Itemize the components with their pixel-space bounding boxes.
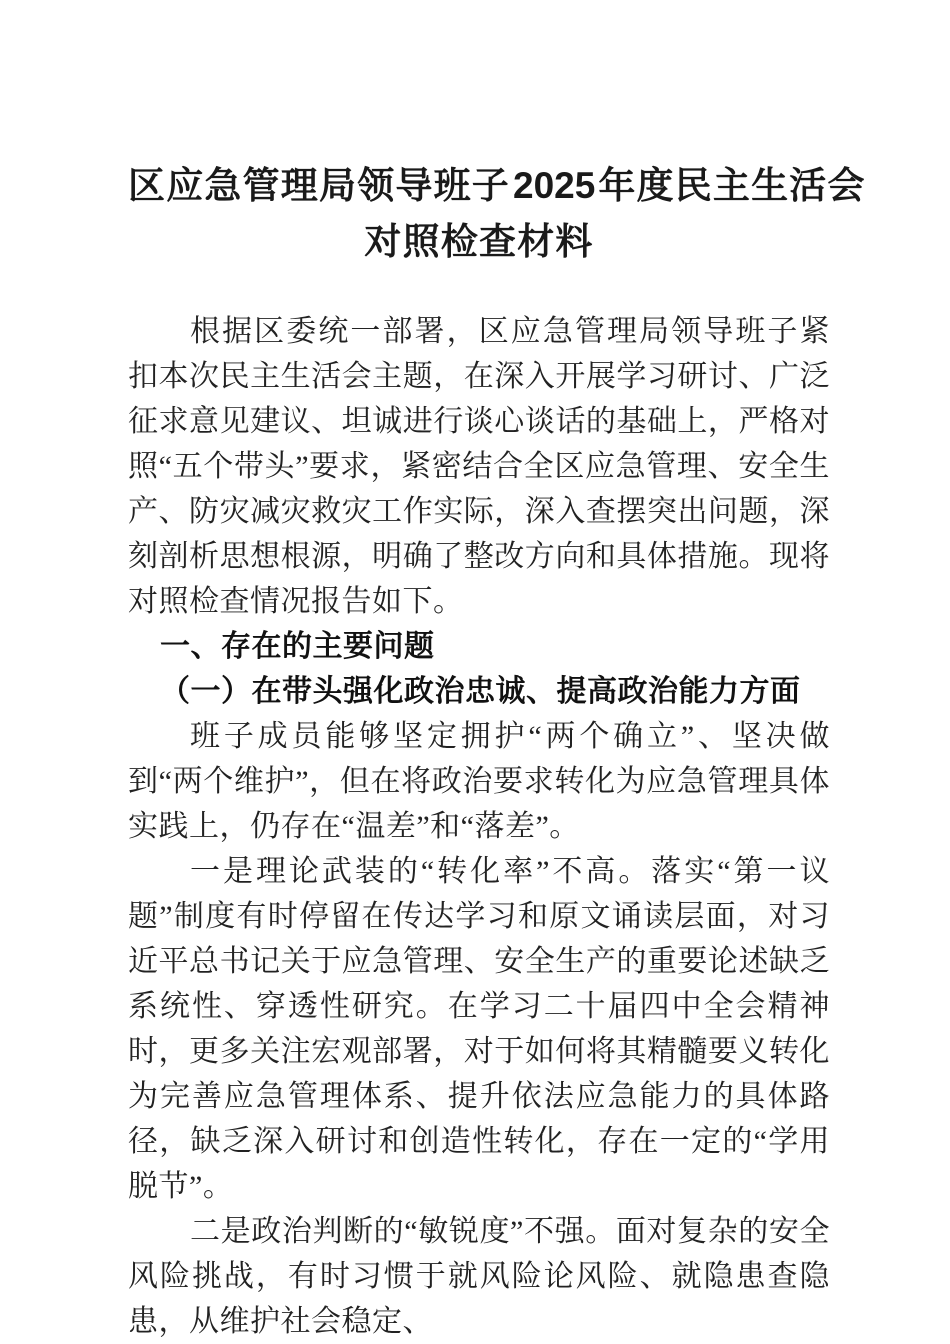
intro-paragraph: 根据区委统一部署，区应急管理局领导班子紧扣本次民主生活会主题，在深入开展学习研讨、广泛征求意见建议、坦诚进行谈心谈话的基础上，严格对照“五个带头”要求，紧密结合全区应急管理、安全生产、防灾减灾救灾工作实际，深入查摆突出问题，深刻剖析思想根源，明确了整改方向和具体措施。现将对照检查情况报告如下。: [128, 315, 830, 618]
overview-paragraph: 班子成员能够坚定拥护“两个确立”、坚决做到“两个维护”，但在将政治要求转化为应急管理具体实践上，仍存在“温差”和“落差”。: [128, 720, 830, 843]
page-title-year: 2025: [513, 165, 596, 206]
subsection-heading-political-loyalty: （一）在带头强化政治忠诚、提高政治能力方面: [160, 675, 801, 708]
page-title-prefix: 区应急管理局领导班子: [128, 166, 510, 207]
page-title-suffix: 年度民主生活会: [598, 166, 866, 207]
page-title-line-2: 对照检查材料: [364, 222, 594, 263]
problem-point-two: 二是政治判断的“敏锐度”不强。面对复杂的安全风险挑战，有时习惯于就风险论风险、就隐患查隐患，从维护社会稳定、: [128, 1215, 830, 1338]
document-content: [128, 0, 866, 1344]
section-heading-main-problems: 一、存在的主要问题: [160, 630, 435, 663]
problem-point-one: 一是理论武装的“转化率”不高。落实“第一议题”制度有时停留在传达学习和原文诵读层面，对习近平总书记关于应急管理、安全生产的重要论述缺乏系统性、穿透性研究。在学习二十届四中全会精神时，更多关注宏观部署，对于如何将其精髓要义转化为完善应急管理体系、提升依法应急能力的具体路径，缺乏深入研讨和创造性转化，存在一定的“学用脱节”。: [128, 855, 830, 1203]
page-title: [128, 0, 866, 271]
page-title-line-1: [128, 158, 866, 215]
